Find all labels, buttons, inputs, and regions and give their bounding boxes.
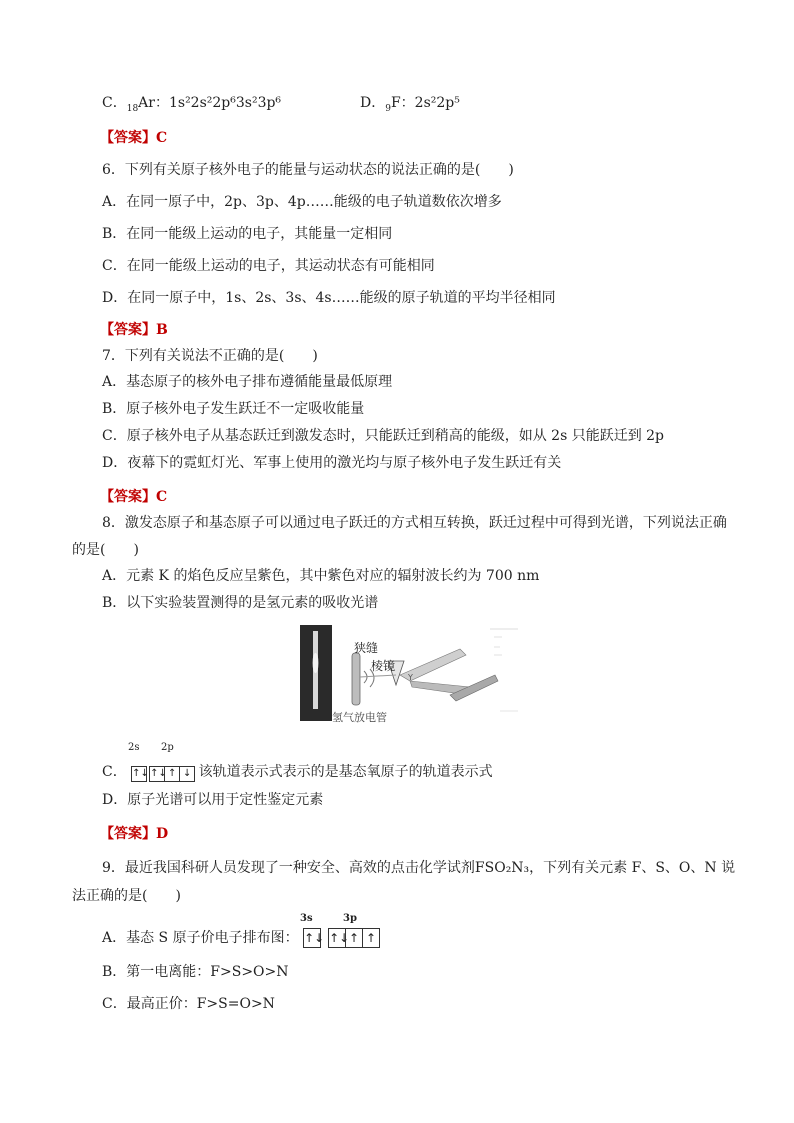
orbital-2s-label: 2s [128,742,140,753]
slit-label: 狭缝 [354,641,379,655]
orbital-box-3p-1: ↑↓ [328,928,346,948]
orbital-box-2s: ↑↓ [131,766,147,782]
q8-stem-line2: 的是( ) [72,542,139,558]
q9-stem-line1: 9．最近我国科研人员发现了一种安全、高效的点击化学试剂FSO₂N₃，下列有关元素 F、S、O、N 说 [102,860,736,876]
answer-q7: 【答案】C [100,489,168,505]
answer-q5: 【答案】C [100,130,168,146]
q8-option-c: C． ↑↓↑↓↑ ↓ 该轨道表示式表示的是基态氧原子的轨道表示式 [102,764,493,780]
q6-option-d: D．在同一原子中，1s、2s、3s、4s……能级的原子轨道的平均半径相同 [102,290,556,306]
q7-option-a: A．基态原子的核外电子排布遵循能量最低原理 [102,374,393,390]
q5-option-d: D．$_9$F：2s²2p⁵ [360,95,460,114]
apparatus-illustration [300,625,521,721]
orbital-box-2p-3: ↓ [179,766,195,782]
q7-option-b: B．原子核外电子发生跃迁不一定吸收能量 [102,401,365,417]
q6-stem: 6．下列有关原子核外电子的能量与运动状态的说法正确的是( ) [102,162,514,178]
q6-option-b: B．在同一能级上运动的电子，其能量一定相同 [102,226,393,242]
orbital-2p-label: 2p [161,742,174,753]
q7-option-c: C．原子核外电子从基态跃迁到激发态时，只能跃迁到稍高的能级，如从 2s 只能跃迁到 2p [102,428,665,444]
spectrum-apparatus-figure [300,625,521,724]
orbital-3p-label: 3p [343,913,357,924]
answer-q8: 【答案】D [100,826,169,842]
q9-option-b: B．第一电离能：F>S>O>N [102,964,289,980]
sulfur-valence-orbital-diagram [303,928,379,948]
oxygen-orbital-diagram [131,762,194,782]
orbital-box-3p-3: ↑ [362,928,380,948]
q6-option-a: A．在同一原子中，2p、3p、4p……能级的电子轨道数依次增多 [102,194,502,210]
prism-label: 棱镜 [371,659,396,673]
q7-option-d: D．夜幕下的霓虹灯光、军事上使用的激光均与原子核外电子发生跃迁有关 [102,455,562,471]
orbital-box-2p-1: ↑↓ [149,766,165,782]
tube-glow [313,653,319,673]
orbital-box-3s: ↑↓ [303,928,321,948]
q8-option-b: B．以下实验装置测得的是氢元素的吸收光谱 [102,595,379,611]
q8-option-a: A．元素 K 的焰色反应呈紫色，其中紫色对应的辐射波长约为 700 nm [102,568,540,584]
q9-option-a: A．基态 S 原子价电子排布图： ↑↓ ↑↓↑ ↑ [102,928,379,948]
q9-option-c: C．最高正价：F>S=O>N [102,996,275,1012]
orbital-box-2p-2: ↑ [164,766,180,782]
q5-option-c: C．$_{18}$Ar：1s²2s²2p⁶3s²3p⁶ [102,95,282,114]
answer-q6: 【答案】B [100,322,168,338]
tube-label: 氢气放电管 [332,712,387,724]
q6-option-c: C．在同一能级上运动的电子，其运动状态有可能相同 [102,258,435,274]
orbital-3s-label: 3s [300,913,313,924]
q8-option-d: D．原子光谱可以用于定性鉴定元素 [102,792,324,808]
q7-stem: 7．下列有关说法不正确的是( ) [102,348,318,364]
orbital-box-3p-2: ↑ [345,928,363,948]
ray-mark: Y [408,673,413,682]
slit-plate [352,653,360,705]
q9-stem-line2: 法正确的是( ) [72,888,181,904]
q8-stem-line1: 8．激发态原子和基态原子可以通过电子跃迁的方式相互转换，跃迁过程中可得到光谱，下列说法正确 [102,515,727,531]
